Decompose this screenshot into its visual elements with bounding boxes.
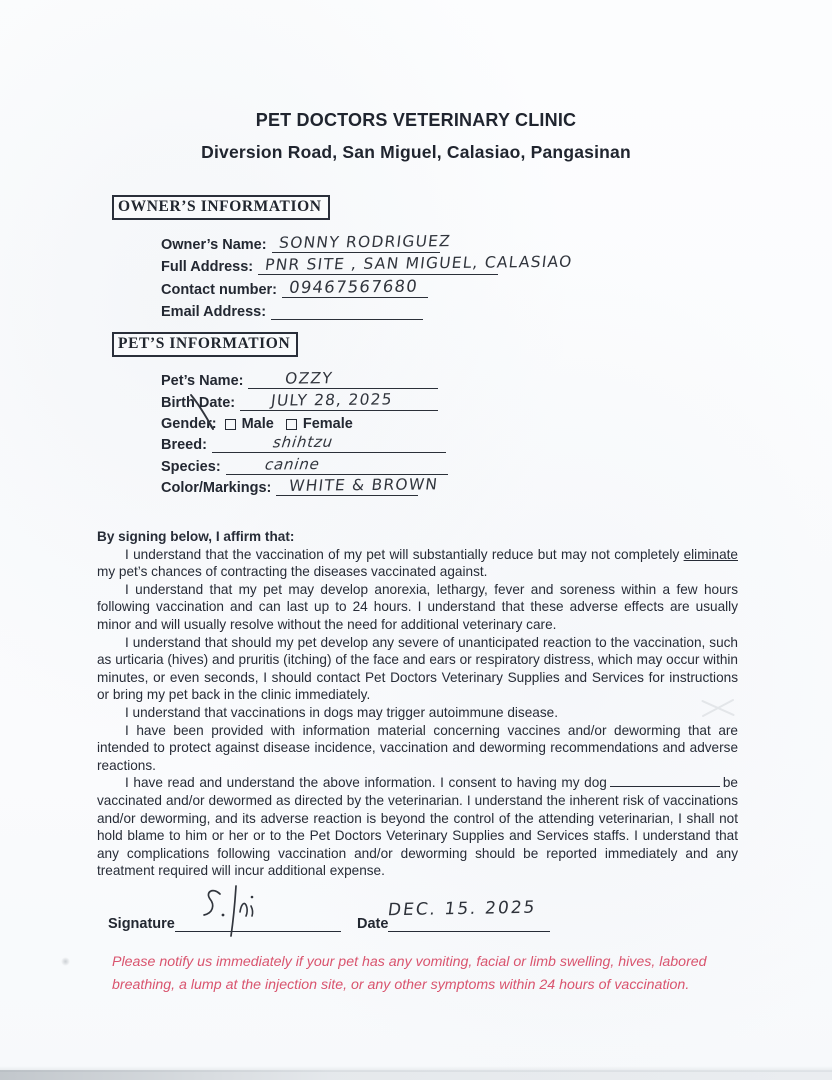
breed-label: Breed: (161, 437, 207, 453)
affirmation-paragraph-5: I have been provided with information material concerning vaccines and/or deworming that are intended to protect against disease incidence, vaccination and deworming recommendations and adverse reactions. (97, 722, 738, 773)
affirmation-paragraph-1 (97, 546, 738, 581)
field-row-full-address (161, 252, 574, 275)
p1-before: I understand that the vaccination of my pet will substantially reduce but may not completely (125, 546, 684, 562)
affirmation-paragraph-2: I understand that my pet may develop anorexia, lethargy, fever and soreness within a few hours following vaccination and can last up to 24 hours. I understand that these adverse effects are usually minor and will usually resolve without the need for additional veterinary care. (97, 581, 738, 632)
dog-name-blank (610, 776, 720, 788)
handwritten-owner-name: SONNY RODRIGUEZ (277, 231, 452, 252)
vaccination-notice: Please notify us immediately if your pet has any vomiting, facial or limb swelling, hives, labored breathing, a lump at the injection site, or any other symptoms within 24 hours of vaccination. (112, 954, 707, 993)
field-row-contact-number (161, 277, 428, 298)
female-label: Female (302, 416, 353, 432)
owner-section-header: OWNER’S INFORMATION (112, 195, 330, 220)
full-address-underline (258, 252, 574, 275)
species-underline (226, 455, 448, 475)
breed-underline (212, 433, 446, 453)
field-row-species (161, 454, 448, 475)
female-checkbox (286, 419, 297, 430)
male-checkbox-checkmark (188, 392, 222, 434)
affirmation-paragraph-6 (97, 774, 738, 880)
handwritten-date: DEC. 15. 2025 (386, 897, 538, 921)
field-row-owner-name (161, 231, 452, 253)
gender-label: Gender: (161, 416, 217, 432)
affirmation-paragraph-3: I understand that should my pet develop any severe of unanticipated reaction to the vaccination, such as urticaria (hives) and pruritis (itching) of the face and ears or respiratory distress, which may occur within minutes, or even seconds, I should contact Pet Doctors Veterinary Supplies and Services for instructions or bring my pet back in the clinic immediately. (97, 634, 738, 703)
pet-name-label: Pet’s Name: (161, 373, 244, 389)
handwritten-species: canine (263, 455, 321, 474)
handwritten-breed: shihtzu (272, 432, 334, 452)
affirmation-heading: By signing below, I affirm that: (97, 529, 295, 544)
email-label: Email Address: (161, 304, 267, 320)
handwritten-birth-date: JULY 28, 2025 (270, 389, 394, 410)
scan-speck (61, 957, 70, 966)
clinic-address: Diversion Road, San Miguel, Calasiao, Pangasinan (201, 142, 631, 162)
field-row-color-markings (161, 474, 440, 496)
pet-name-underline (248, 369, 438, 389)
field-row-pet-name (161, 368, 438, 389)
male-label: Male (241, 416, 274, 432)
handwritten-contact-number: 09467567680 (288, 276, 420, 297)
signature-scribble (200, 884, 272, 942)
birth-date-underline (240, 391, 438, 411)
affirmation-text (97, 528, 738, 880)
field-row-breed (161, 432, 446, 453)
color-markings-underline (276, 474, 440, 496)
male-checkbox (225, 419, 236, 430)
owner-name-label: Owner’s Name: (161, 237, 267, 253)
pet-section-header: PET’S INFORMATION (112, 332, 298, 357)
full-address-label: Full Address: (161, 259, 254, 275)
color-markings-label: Color/Markings: (161, 480, 272, 496)
species-label: Species: (161, 459, 221, 475)
scan-bottom-edge (0, 1070, 832, 1080)
p6-before: I have read and understand the above information. I consent to having my dog (125, 775, 607, 791)
owner-name-underline (272, 231, 452, 253)
contact-number-label: Contact number: (161, 282, 277, 298)
handwritten-full-address: PNR SITE , SAN MIGUEL, CALASIAO (264, 252, 574, 274)
date-label: Date (357, 916, 389, 932)
handwritten-color-markings: WHITE & BROWN (288, 474, 440, 495)
birth-date-label: Birth Date: (161, 395, 236, 411)
affirmation-paragraph-4: I understand that vaccinations in dogs may trigger autoimmune disease. (125, 704, 558, 720)
p1-underlined-word: eliminate (683, 546, 738, 562)
field-row-email (161, 299, 423, 320)
email-underline (271, 300, 423, 320)
p6-after: be vaccinated and/or dewormed as directed by the veterinarian. I understand the inherent risk of vaccinations and/or deworming, and its adverse reaction is beyond the control of the attending veterinarian, I shall not hold blame to him or her or to the Pet Doctors Veterinary Supplies and Services staffs. I understand that any complications following vaccination and/or deworming should be reported immediately and any treatment required will incur additional expense. (97, 775, 738, 879)
signature-label: Signature (108, 916, 175, 932)
handwritten-email (271, 318, 279, 319)
scan-smudge (700, 693, 736, 723)
contact-number-underline (282, 278, 428, 298)
handwritten-pet-name: OZZY (284, 368, 335, 388)
p1-after: my pet’s chances of contracting the diseases vaccinated against. (97, 564, 488, 580)
clinic-name: PET DOCTORS VETERINARY CLINIC (255, 110, 577, 130)
